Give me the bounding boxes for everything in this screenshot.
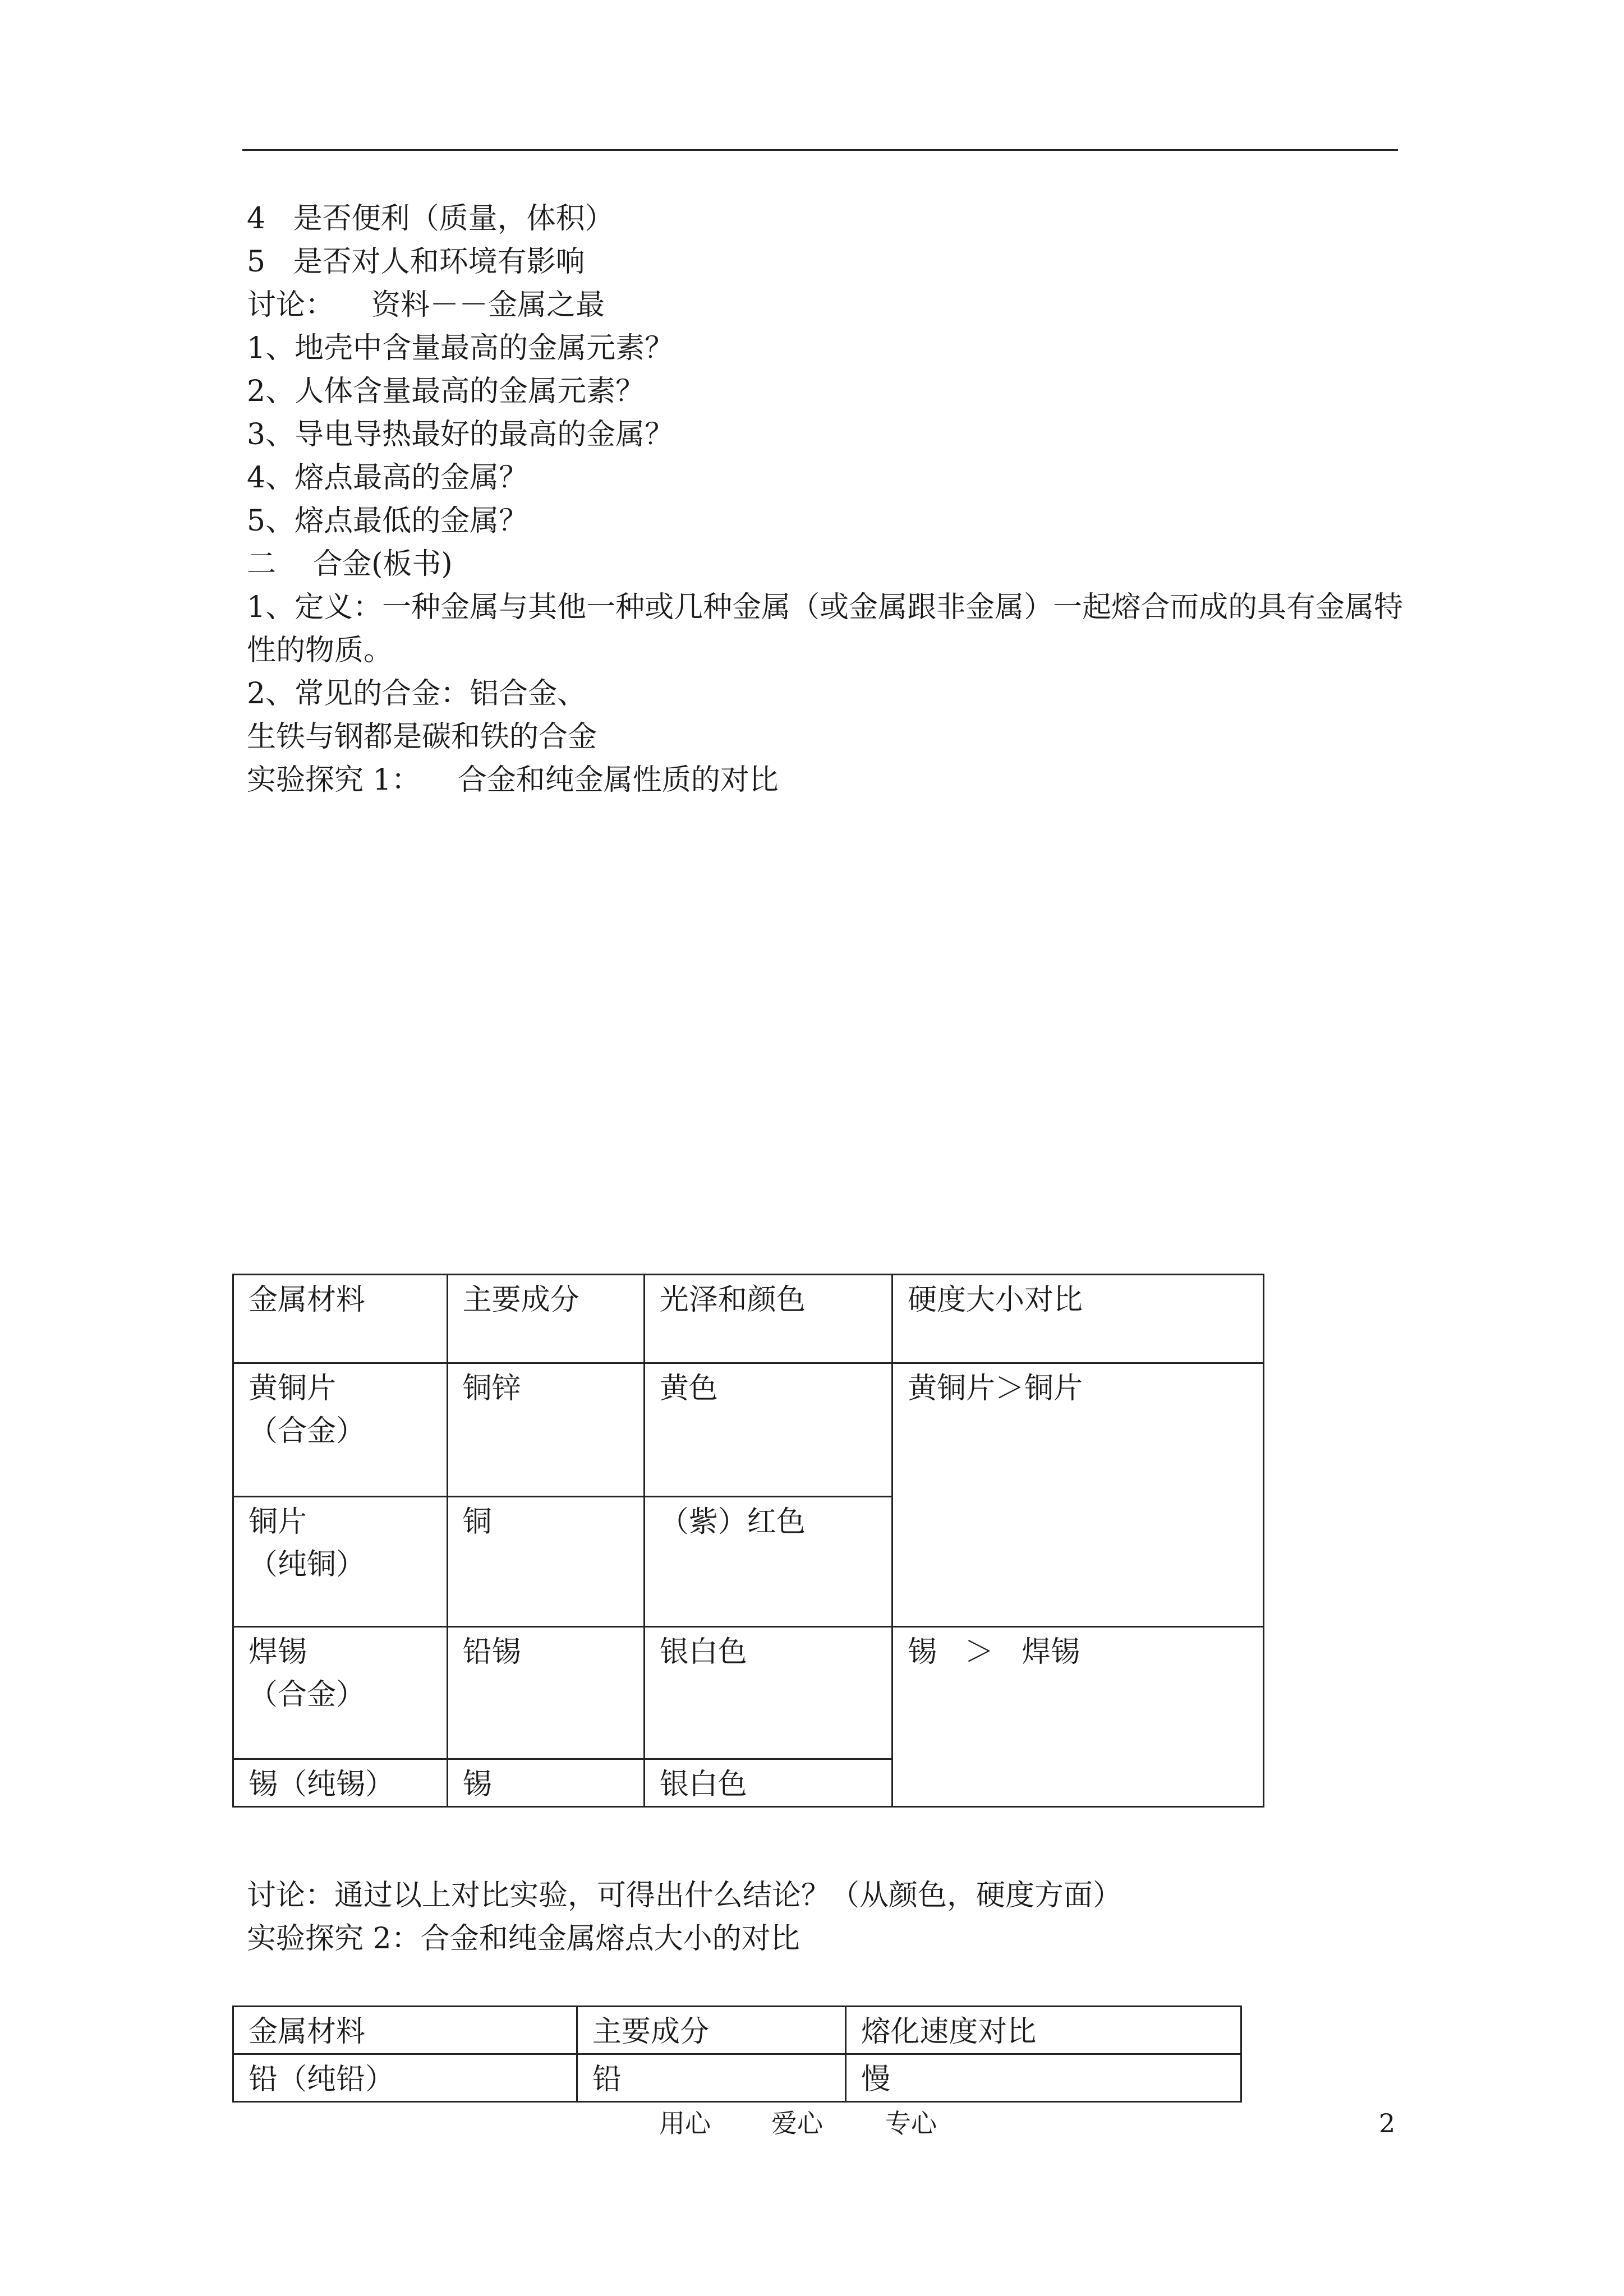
- discussion-text: 讨论：通过以上对比实验，可得出什么结论？（从颜色，硬度方面）: [247, 1879, 1122, 1912]
- table-header-cell: 金属材料: [233, 2007, 577, 2054]
- text-line: 4、熔点最高的金属？: [247, 461, 528, 495]
- table-cell: 银白色: [644, 1759, 892, 1807]
- text-line: 2、人体含量最高的金属元素？: [247, 375, 645, 408]
- text-line: 4 是否便利（质量，体积）: [247, 202, 614, 236]
- text-line: 性的物质。: [247, 634, 393, 667]
- table-cell: 黄色: [644, 1363, 892, 1497]
- table-alloy-properties: [232, 1274, 1264, 1808]
- table-cell: 铅: [577, 2054, 846, 2102]
- footer-slogan: 爱心: [771, 2108, 823, 2138]
- table-header-cell: 光泽和颜色: [644, 1275, 892, 1363]
- experiment-heading: 实验探究 2：合金和纯金属熔点大小的对比: [247, 1922, 800, 1956]
- table-header-row: [233, 2007, 1241, 2054]
- table-cell: 锡: [447, 1759, 644, 1807]
- table-cell: 慢: [846, 2054, 1241, 2102]
- table-header-cell: 硬度大小对比: [892, 1275, 1263, 1363]
- table-cell: [233, 1627, 448, 1759]
- table-row: [233, 1363, 1264, 1497]
- table-cell: 铜锌: [447, 1363, 644, 1497]
- table-header-cell: 熔化速度对比: [846, 2007, 1241, 2054]
- hardness-compare-cell: [892, 1627, 1263, 1807]
- page-number: 2: [1379, 2108, 1396, 2138]
- text-line: 1、定义：一种金属与其他一种或几种金属（或金属跟非金属）一起熔合而成的具有金属特: [247, 591, 1404, 624]
- table-cell: 铅（纯铅）: [233, 2054, 577, 2102]
- text-line: 5 是否对人和环境有影响: [247, 245, 585, 279]
- section-heading: 二 合金(板书): [247, 547, 453, 581]
- cell-text: 锡 ＞ 焊锡: [907, 1635, 1080, 1669]
- table-cell: 银白色: [644, 1627, 892, 1759]
- text-line: 5、熔点最低的金属？: [247, 504, 528, 538]
- header-rule: [242, 149, 1398, 151]
- table-cell: （紫）红色: [644, 1497, 892, 1627]
- table-cell: 铅锡: [447, 1627, 644, 1759]
- text-line: 2、常见的合金：铝合金、: [247, 677, 587, 711]
- table-cell: [233, 1497, 448, 1627]
- footer-slogan: 专心: [885, 2108, 937, 2138]
- table-header-row: [233, 1275, 1264, 1363]
- table-cell: 铜: [447, 1497, 644, 1627]
- text-line: 生铁与钢都是碳和铁的合金: [247, 720, 597, 754]
- cell-text: 铜片 （纯铜）: [249, 1505, 366, 1582]
- table-row: [233, 1627, 1264, 1759]
- table-header-cell: 金属材料: [233, 1275, 448, 1363]
- table-header-cell: 主要成分: [447, 1275, 644, 1363]
- text-line: 1、地壳中含量最高的金属元素？: [247, 331, 674, 365]
- table-row: [233, 2054, 1241, 2102]
- cell-text: 黄铜片 （合金）: [249, 1372, 366, 1448]
- text-line: 3、导电导热最好的最高的金属？: [247, 418, 674, 451]
- hardness-compare-cell: 黄铜片＞铜片: [892, 1363, 1263, 1627]
- text-line: 实验探究 1： 合金和纯金属性质的对比: [247, 763, 779, 797]
- table-cell: [233, 1363, 448, 1497]
- footer-slogan: 用心: [659, 2108, 711, 2138]
- table-cell: 锡（纯锡）: [233, 1759, 448, 1807]
- text-line: 讨论： 资料－－金属之最: [247, 288, 605, 322]
- table-melting-point: [232, 2005, 1242, 2103]
- table-header-cell: 主要成分: [577, 2007, 846, 2054]
- cell-text: 焊锡 （合金）: [249, 1635, 366, 1712]
